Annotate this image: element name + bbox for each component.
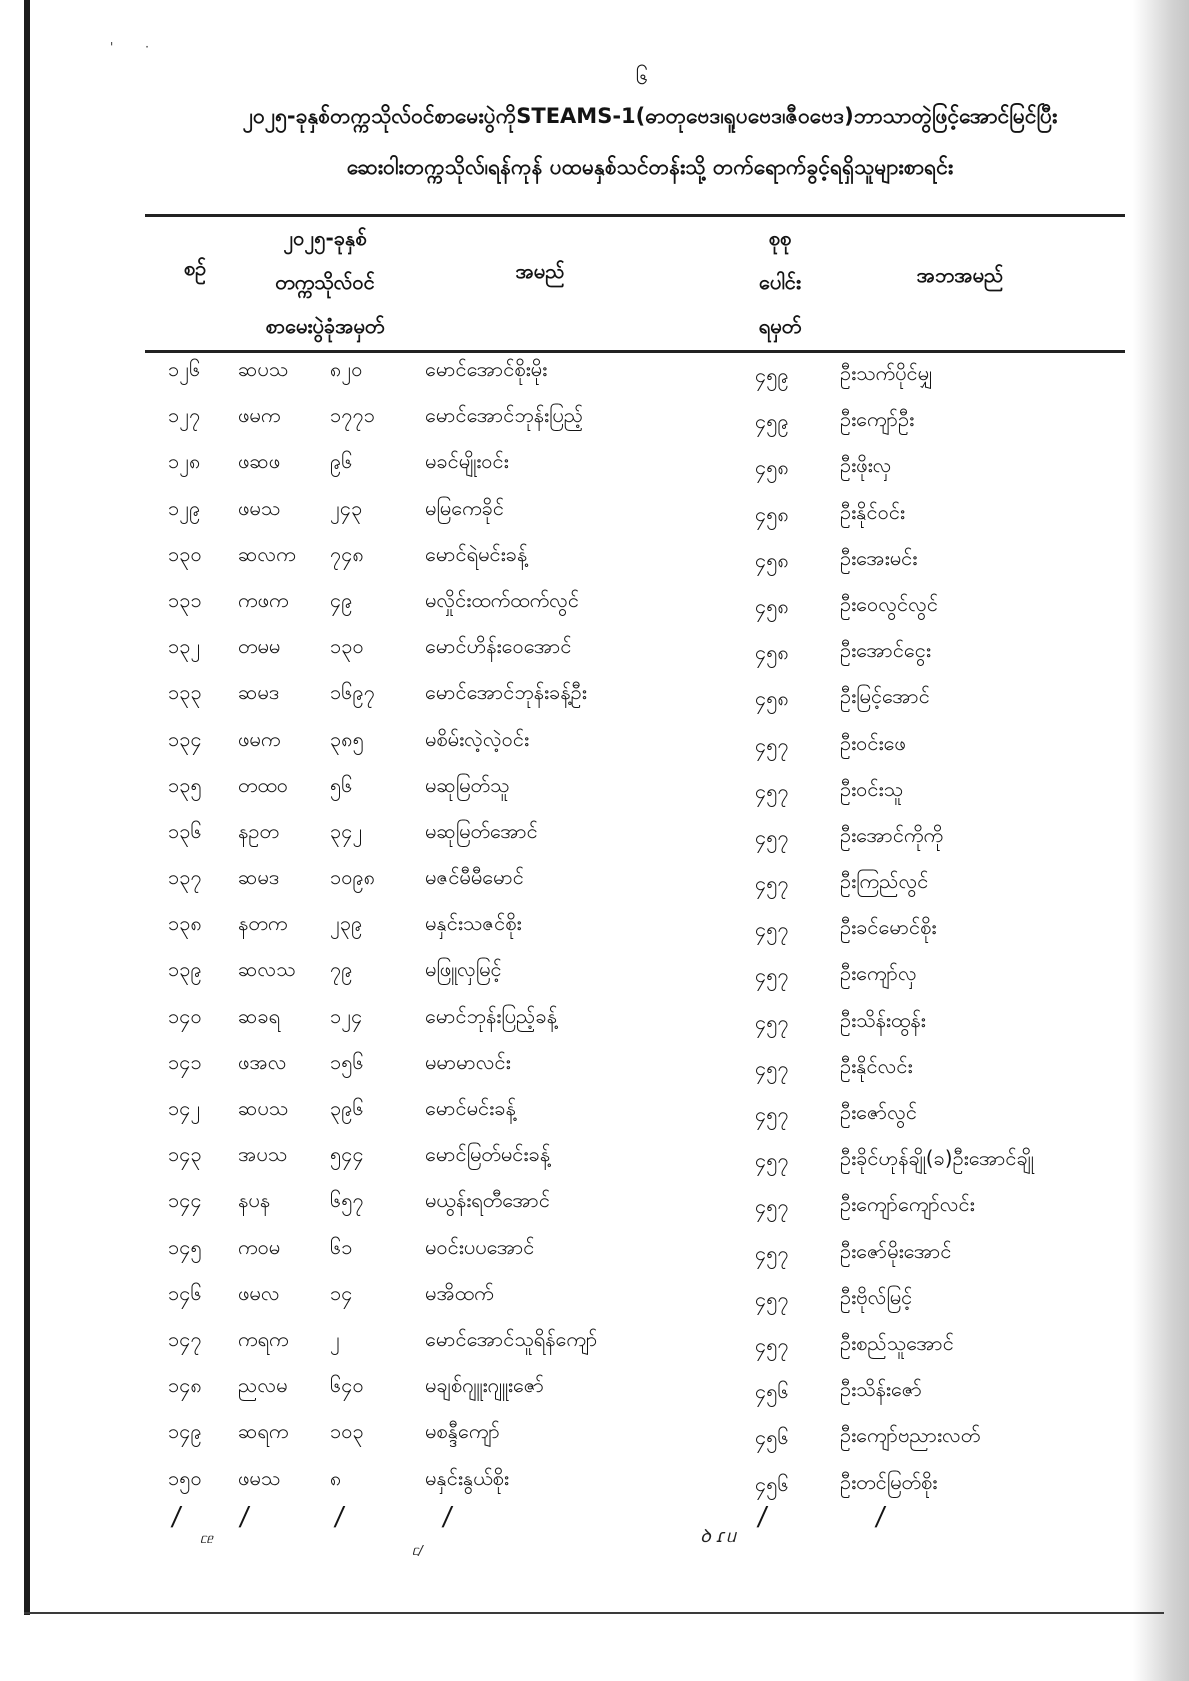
row-father-name: ဦးတင်မြတ်စိုး [840, 1469, 938, 1494]
row-name: မောင်မြတ်မင်းခန့် [425, 1142, 551, 1167]
row-exam-code: ဖမသ [238, 495, 281, 520]
table-row [0, 766, 1189, 812]
row-name: မနှင်းနွယ်စိုး [425, 1465, 510, 1490]
row-total-marks: ၄၅၇ [755, 1102, 789, 1126]
table-row [0, 673, 1189, 719]
row-seq: ၁၄၀ [168, 1003, 202, 1028]
row-father-name: ဦးသိန်းထွန်း [840, 1007, 926, 1032]
table-body [0, 350, 1189, 1505]
row-exam-code: နတက [238, 911, 288, 936]
handwritten-signature: ꝺ ɾᥙ [700, 1526, 736, 1547]
row-exam-code: နပန [238, 1188, 271, 1213]
row-seq: ၁၄၉ [168, 1419, 202, 1444]
page-bottom-border [24, 1612, 1164, 1614]
row-exam-number: ၈၂၀ [330, 357, 363, 381]
row-seq: ၁၃၁ [168, 587, 202, 612]
row-name: မောင်အောင်စိုးမိုး [425, 357, 548, 381]
row-total-marks: ၄၅၈ [755, 686, 789, 711]
row-exam-code: ကဝမ [238, 1234, 281, 1259]
row-name: မဖြူလှမြင့် [425, 957, 502, 982]
row-exam-number: ၆၅၇ [330, 1188, 364, 1213]
row-exam-number: ၂၄၃ [330, 495, 363, 520]
row-total-marks: ၄၅၉ [755, 409, 789, 434]
row-name: မောင်ဘုန်းပြည့်ခန့် [425, 1003, 557, 1028]
row-exam-code: ဆခရ [238, 1003, 281, 1028]
row-exam-code: နဥတ [238, 818, 279, 843]
row-seq: ၁၃၅ [168, 772, 202, 797]
row-exam-number: ၃၄၂ [330, 818, 363, 843]
header-exam-line: ၂၀၂၅-ခုနှစ် [283, 226, 367, 250]
row-exam-number: ၈ [330, 1465, 342, 1490]
row-father-name: ဦးခိုင်ဟုန်ချို(ခ)ဦးအောင်ချို [840, 1146, 1034, 1171]
table-row [0, 396, 1189, 442]
row-exam-number: ၆၁ [330, 1234, 353, 1259]
row-exam-number: ၅၆ [330, 772, 353, 797]
row-father-name: ဦးကျော်ဦး [840, 407, 915, 432]
table-row [0, 1320, 1189, 1366]
row-father-name: ဦးခင်မောင်စိုး [840, 915, 937, 940]
row-exam-code: ဖမက [238, 726, 281, 751]
row-total-marks: ၄၅၈ [755, 640, 789, 665]
row-exam-code: ဖမက [238, 403, 281, 428]
row-total-marks: ၄၅၆ [755, 1425, 789, 1450]
table-row [0, 812, 1189, 858]
table-row [0, 535, 1189, 581]
row-father-name: ဦးနိုင်ဝင်း [840, 499, 905, 524]
row-father-name: ဦးသိန်းဇော် [840, 1377, 922, 1402]
table-row [0, 350, 1189, 396]
row-father-name: ဦးစည်သူအောင် [840, 1330, 954, 1355]
table-row [0, 627, 1189, 673]
tick-mark: / [755, 1502, 769, 1532]
row-name: မဝင်းပပအောင် [425, 1234, 535, 1259]
row-father-name: ဦးအေးမင်း [840, 545, 918, 570]
row-exam-code: ဆမဒ [238, 865, 280, 890]
row-seq: ၁၄၆ [168, 1280, 202, 1305]
row-total-marks: ၄၅၇ [755, 1148, 789, 1173]
row-seq: ၁၃၃ [168, 680, 202, 705]
row-name: မဇင်မီမီမောင် [425, 865, 524, 890]
row-total-marks: ၄၅၈ [755, 501, 789, 526]
table-row [0, 1135, 1189, 1181]
table-row [0, 489, 1189, 535]
row-seq: ၁၄၁ [168, 1049, 202, 1074]
table-row [0, 1366, 1189, 1412]
page-title-line-2: ဆေးဝါးတက္ကသိုလ်၊ရန်ကုန် ပထမနှစ်သင်တန်းသို့ တက်ရောက်ခွင့်ရရှိသူများစာရင်း [346, 155, 954, 179]
row-exam-number: ၉၆ [330, 449, 353, 474]
row-exam-code: ဆမဒ [238, 680, 280, 705]
row-name: မောင်ဟိန်းဝေအောင် [425, 634, 572, 659]
row-total-marks: ၄၅၇ [755, 778, 789, 803]
row-name: မနှင်းသဇင်စိုး [425, 911, 522, 936]
row-exam-code: တထဝ [238, 772, 289, 797]
tick-mark: / [169, 1502, 183, 1532]
row-father-name: ဦးကြည်လွင် [840, 869, 929, 894]
row-father-name: ဦးကျော်လှ [840, 961, 917, 986]
row-father-name: ဦးဖိုးလှ [840, 453, 892, 478]
header-exam-line: တက္ကသိုလ်ဝင် [275, 270, 375, 294]
row-name: မစိမ်းလဲ့လဲ့ဝင်း [425, 726, 530, 751]
row-exam-number: ၃၉၆ [330, 1096, 364, 1120]
row-total-marks: ၄၅၈ [755, 547, 789, 572]
row-total-marks: ၄၅၇ [755, 871, 789, 896]
row-exam-number: ၁၀၉၈ [330, 865, 376, 890]
row-name: မောင်အောင်ဘုန်းခန့်ဦး [425, 680, 587, 705]
row-total-marks: ၄၅၇ [755, 1286, 789, 1311]
row-exam-code: ညလမ [238, 1373, 288, 1398]
header-marks-line: ပေါင်း [759, 270, 801, 294]
page-title-line-1: ၂၀၂၅-ခုနှစ်တက္ကသိုလ်ဝင်စာမေးပွဲကိုSTEAMS-1(ဓာတုဗေဒ၊ရူပဗေဒ၊ဇီဝဗေဒ)ဘာသာတွဲဖြင့်အောင်မြင်ပြီး [242, 104, 1058, 128]
row-father-name: ဦးကျော်ဗညားလတ် [840, 1423, 981, 1448]
row-name: မောင်အောင်ဘုန်းပြည့် [425, 403, 584, 428]
row-father-name: ဦးကျော်ကျော်လင်း [840, 1192, 975, 1217]
row-exam-number: ၄၉ [330, 587, 353, 612]
row-seq: ၁၃၉ [168, 957, 202, 982]
row-exam-number: ၁၂၄ [330, 1003, 363, 1028]
row-father-name: ဦးဇော်မိုးအောင် [840, 1238, 952, 1263]
row-name: မလှိုင်းထက်ထက်လွင် [425, 587, 580, 612]
row-seq: ၁၂၈ [168, 449, 201, 474]
header-father-name: အဘအမည် [916, 263, 1004, 287]
row-seq: ၁၃၀ [168, 541, 202, 566]
row-father-name: ဦးဝင်းဖေ [840, 730, 906, 755]
row-exam-number: ၂၃၉ [330, 911, 363, 936]
row-exam-code: ကဖက [238, 587, 289, 612]
row-exam-code: ဖမသ [238, 1465, 281, 1490]
row-seq: ၁၃၂ [168, 634, 201, 659]
row-exam-code: ဆပသ [238, 357, 289, 381]
header-exam-number [230, 216, 420, 348]
row-exam-code: တမမ [238, 634, 281, 659]
row-exam-code: အပသ [238, 1142, 288, 1167]
row-seq: ၁၂၉ [168, 495, 201, 520]
row-exam-number: ၃၈၅ [330, 726, 364, 751]
row-total-marks: ၄၅၇ [755, 732, 789, 757]
row-exam-code: ဖမလ [238, 1280, 280, 1305]
row-father-name: ဦးအောင်ကိုကို [840, 822, 944, 847]
row-name: မအိထက် [425, 1280, 494, 1305]
table-row [0, 1181, 1189, 1227]
row-name: မမာမာလင်း [425, 1049, 511, 1074]
row-father-name: ဦးမြင့်အောင် [840, 684, 930, 709]
row-exam-number: ၅၄၄ [330, 1142, 364, 1167]
tick-mark: / [440, 1502, 454, 1532]
header-marks-line: စုစု [768, 226, 792, 250]
table-row [0, 1412, 1189, 1458]
row-seq: ၁၃၄ [168, 726, 202, 751]
tick-mark: / [873, 1502, 887, 1532]
row-father-name: ဦးဝေလွင်လွင် [840, 591, 938, 616]
table-row [0, 1459, 1189, 1505]
table-row [0, 1043, 1189, 1089]
handwritten-initials: ᥴᥱ [200, 1532, 213, 1547]
tick-mark: / [332, 1502, 346, 1532]
row-father-name: ဦးဇော်လွင် [840, 1100, 917, 1124]
row-total-marks: ၄၅၈ [755, 455, 789, 480]
table-row [0, 1089, 1189, 1135]
row-name: မောင်အောင်သူရိန်ကျော် [425, 1326, 598, 1351]
row-total-marks: ၄၅၇ [755, 963, 789, 988]
row-exam-number: ၂ [330, 1326, 340, 1351]
row-exam-number: ၁၃၀ [330, 634, 364, 659]
scan-specks: ' · [110, 40, 163, 54]
row-seq: ၁၄၄ [168, 1188, 202, 1213]
row-seq: ၁၃၇ [168, 865, 202, 890]
row-exam-code: ဆလက [238, 541, 296, 566]
row-total-marks: ၄၅၉ [755, 363, 789, 387]
row-name: မဆုမြတ်သူ [425, 772, 510, 797]
row-seq: ၁၃၈ [168, 911, 202, 936]
row-total-marks: ၄၅၈ [755, 593, 789, 618]
table-row [0, 904, 1189, 950]
row-exam-number: ၇၉ [330, 957, 353, 982]
table-row [0, 950, 1189, 996]
row-father-name: ဦးအောင်ငွေး [840, 638, 931, 663]
row-name: မဆုမြတ်အောင် [425, 818, 538, 843]
header-seq: စဉ် [183, 256, 207, 280]
row-father-name: ဦးသက်ပိုင်မျှ [840, 361, 933, 385]
row-total-marks: ၄၅၇ [755, 1055, 789, 1080]
row-seq: ၁၅၀ [168, 1465, 202, 1490]
row-exam-code: ဆပသ [238, 1096, 289, 1120]
row-seq: ၁၄၂ [168, 1096, 201, 1120]
row-exam-number: ၁၆၉၇ [330, 680, 375, 705]
row-exam-code: ဖအလ [238, 1049, 287, 1074]
row-exam-number: ၁၀၃ [330, 1419, 364, 1444]
row-father-name: ဦးဝင်းသူ [840, 776, 903, 801]
row-seq: ၁၄၇ [168, 1326, 202, 1351]
row-total-marks: ၄၅၆ [755, 1379, 789, 1404]
row-name: မောင်မင်းခန့် [425, 1096, 516, 1120]
row-name: မခင်မျိုးဝင်း [425, 449, 509, 474]
row-exam-number: ၁၄ [330, 1280, 353, 1305]
table-row [0, 997, 1189, 1043]
row-seq: ၁၄၃ [168, 1142, 202, 1167]
row-seq: ၁၄၈ [168, 1373, 202, 1398]
row-exam-code: ကရက [238, 1326, 289, 1351]
row-seq: ၁၂၆ [168, 357, 201, 381]
row-total-marks: ၄၅၇ [755, 1009, 789, 1034]
row-total-marks: ၄၅၇ [755, 917, 789, 942]
table-row [0, 858, 1189, 904]
row-name: မမြကေခိုင် [425, 495, 504, 520]
header-marks-line: ရမှတ် [758, 314, 802, 338]
row-exam-number: ၁၅၆ [330, 1049, 364, 1074]
table-row [0, 720, 1189, 766]
row-exam-code: ဆလသ [238, 957, 296, 982]
header-name: အမည် [515, 259, 565, 283]
row-name: မယွန်းရတီအောင် [425, 1188, 550, 1213]
row-total-marks: ၄၅၇ [755, 1332, 789, 1357]
handwritten-initials: ᥴ/ [412, 1544, 423, 1559]
page-number: ၆ [635, 65, 649, 90]
row-exam-code: ဆရက [238, 1419, 289, 1444]
row-total-marks: ၄၅၆ [755, 1471, 789, 1496]
row-total-marks: ၄၅၇ [755, 824, 789, 849]
table-row [0, 442, 1189, 488]
table-row [0, 581, 1189, 627]
row-name: မောင်ရဲမင်းခန့် [425, 541, 528, 566]
row-seq: ၁၃၆ [168, 818, 202, 843]
row-name: မစန္ဒီကျော် [425, 1419, 500, 1444]
signature-marks [0, 1502, 1189, 1559]
table-row [0, 1274, 1189, 1320]
header-exam-line: စာမေးပွဲခုံအမှတ် [265, 314, 385, 338]
tick-mark: / [237, 1502, 251, 1532]
row-exam-number: ၇၄၈ [330, 541, 364, 566]
row-seq: ၁၂၇ [168, 403, 201, 428]
row-father-name: ဦးဗိုလ်မြင့် [840, 1284, 913, 1309]
row-exam-number: ၆၄၀ [330, 1373, 364, 1398]
table-row [0, 1228, 1189, 1274]
row-exam-code: ဖဆဖ [238, 449, 281, 474]
row-total-marks: ၄၅၇ [755, 1194, 789, 1219]
row-total-marks: ၄၅၇ [755, 1240, 789, 1265]
row-exam-number: ၁၇၇၁ [330, 403, 375, 428]
row-name: မချစ်ဂျူးဂျူးဇော် [425, 1373, 544, 1398]
header-total-marks [735, 216, 825, 348]
row-seq: ၁၄၅ [168, 1234, 202, 1259]
row-father-name: ဦးနိုင်လင်း [840, 1053, 913, 1078]
